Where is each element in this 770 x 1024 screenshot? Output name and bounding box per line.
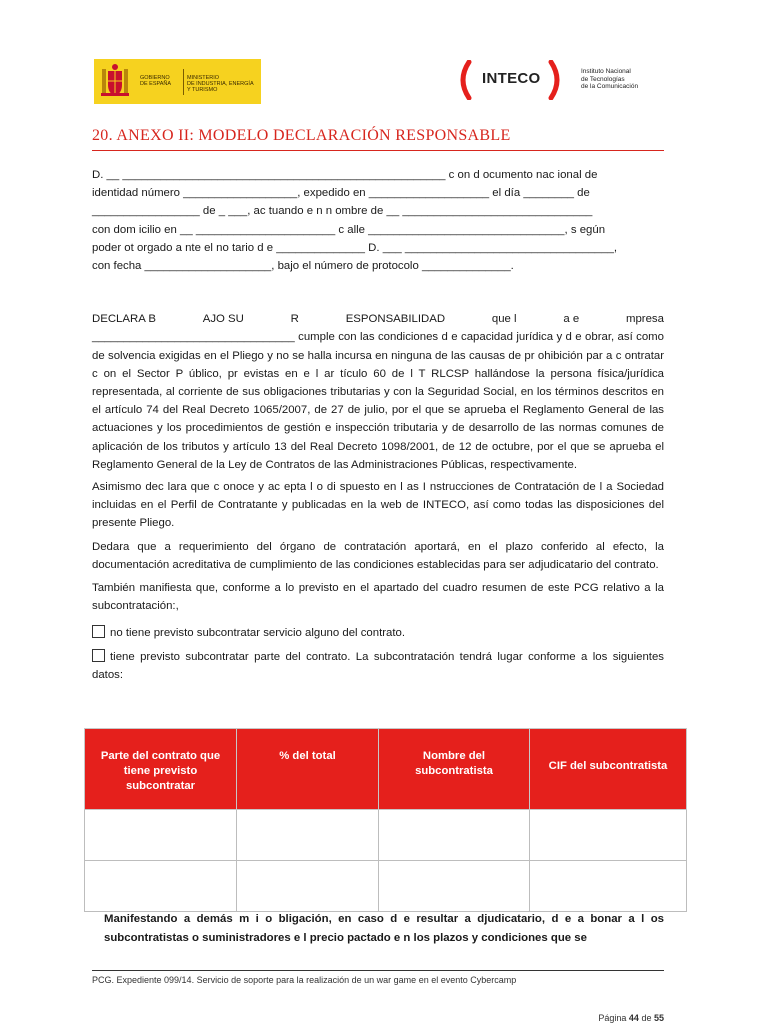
table-cell[interactable] bbox=[530, 810, 687, 861]
option-no-subcontract bbox=[92, 624, 664, 642]
option-subcontract-label: tiene previsto subcontratar parte del contrato. La subcontratación tendrá lugar conforme a los siguientes datos: bbox=[92, 650, 664, 681]
option-subcontract bbox=[92, 648, 664, 684]
option-subcontract-checkbox[interactable] bbox=[92, 649, 105, 662]
ministerio-text: MINISTERIO DE INDUSTRIA, ENERGÍA Y TURISMO bbox=[187, 75, 254, 93]
inteco-bracket-left-icon bbox=[455, 60, 477, 100]
table-cell[interactable] bbox=[237, 861, 379, 912]
gobierno-de-espana-logo bbox=[94, 59, 261, 104]
title-underline bbox=[92, 150, 664, 151]
table-cell[interactable] bbox=[85, 861, 237, 912]
inteco-logo bbox=[455, 58, 655, 102]
gobierno-text: GOBIERNO DE ESPAÑA bbox=[140, 75, 172, 87]
option-no-subcontract-checkbox[interactable] bbox=[92, 625, 105, 638]
coat-of-arms-icon bbox=[100, 63, 130, 100]
header-percent-total: % del total bbox=[237, 729, 379, 810]
header-cif-subcontratista: CIF del subcontratista bbox=[530, 729, 687, 810]
form-line-3: _________________ de _ ___, ac tuando e n n ombre de __ ______________________________ bbox=[92, 205, 593, 218]
section-title: 20. ANEXO II: MODELO DECLARACIÓN RESPONSABLE bbox=[92, 127, 511, 144]
declara-word-2: AJO SU bbox=[202, 313, 244, 326]
declara-word-4: ESPONSABILIDAD bbox=[345, 313, 446, 326]
inteco-subtitle: Instituto Nacional de Tecnologías de la Comunicación bbox=[581, 68, 639, 90]
page-header bbox=[0, 0, 770, 120]
document-body bbox=[92, 166, 664, 684]
declara-word-3: R bbox=[290, 313, 299, 326]
declara-word-1: DECLARA B bbox=[92, 313, 156, 326]
table-row bbox=[85, 810, 687, 861]
inteco-wordmark: INTECO bbox=[482, 70, 541, 87]
footer-expediente: PCG. Expediente 099/14. Servicio de soporte para la realización de un war game en el evento Cybercamp bbox=[92, 975, 517, 985]
table-cell[interactable] bbox=[379, 861, 530, 912]
logo-divider bbox=[183, 69, 184, 95]
table-cell[interactable] bbox=[85, 810, 237, 861]
dedara-paragraph: Dedara que a requerimiento del órgano de contratación aportará, en el plazo conferido al efecto, la documentación acreditativa de cumplimiento de las condiciones establecidas para ser adjudicatario del contrato. bbox=[92, 540, 664, 571]
header-nombre-subcontratista: Nombre del subcontratista bbox=[379, 729, 530, 810]
subcontract-table bbox=[84, 728, 687, 912]
declara-heading-row bbox=[92, 310, 664, 328]
inteco-bracket-right-icon bbox=[543, 60, 565, 100]
page-number bbox=[540, 1013, 664, 1023]
option-no-subcontract-label: no tiene previsto subcontratar servicio alguno del contrato. bbox=[110, 627, 406, 640]
form-line-6: con fecha ____________________, bajo el número de protocolo ______________. bbox=[92, 260, 514, 273]
table-cell[interactable] bbox=[530, 861, 687, 912]
declara-word-5: que l bbox=[491, 313, 517, 326]
declara-word-7: mpresa bbox=[625, 313, 664, 326]
table-header-row bbox=[85, 729, 687, 810]
page-total: 55 bbox=[653, 1013, 664, 1023]
form-line-2: identidad número __________________, expedido en ___________________ el día ________ de bbox=[92, 187, 590, 200]
form-line-4: con dom icilio en __ ______________________ c alle _______________________________, s egún bbox=[92, 223, 606, 236]
header-parte-del-contrato: Parte del contrato que tiene previsto subcontratar bbox=[85, 729, 237, 810]
tambien-paragraph: También manifiesta que, conforme a lo previsto en el apartado del cuadro resumen de este PCG relativo a la subcontratación:, bbox=[92, 582, 664, 613]
table-cell[interactable] bbox=[379, 810, 530, 861]
page-current: 44 bbox=[628, 1013, 639, 1023]
asimismo-paragraph: Asimismo dec lara que c onoce y ac epta l o di spuesto en l as I nstrucciones de Contratación de l a Sociedad incluidas en el Perfil de Contratante y publicadas en la web de INTECO, así como todas las disposiciones del presente Pliego. bbox=[92, 481, 664, 530]
table-row bbox=[85, 861, 687, 912]
page-label: Página bbox=[598, 1013, 627, 1023]
declara-paragraph: ________________________________ cumple con las condiciones d e capacidad jurídica y d e obrar, así como de solvencia exigidas en el Pliego y no se halla incursa en ninguna de las causas de pr ohibición par a c ontratar c on el Sector P úblico, pr evistas en e l ar tículo 60 de l T RLCSP hallándose la persona física/jurídica representada, al corriente de sus obligaciones tributarias y con la Seguridad Social, en los términos descritos en el artículo 74 del Real Decreto 1065/2007, de 27 de julio, por el que se aprueba el Reglamento General de las actuaciones y los procedimientos de gestión e inspección tributaria y de desarrollo de las normas comunes de aplicación de los tributos y artículo 13 del Real Decreto 1098/2001, de 12 de octubre, por el que se aprueba el Reglamento General de la Ley de Contratos de las Administraciones Públicas, respectivamente. bbox=[92, 331, 664, 471]
table-cell[interactable] bbox=[237, 810, 379, 861]
final-paragraph: Manifestando a demás m i o bligación, en caso d e resultar a djudicatario, d e a bonar a l os subcontratistas o suministradores e l precio pactado e n los plazos y condiciones que se bbox=[104, 913, 664, 944]
page-of: de bbox=[641, 1013, 652, 1023]
footer-rule bbox=[92, 970, 664, 971]
form-line-5: poder ot orgado a nte el no tario d e ______________ D. ___ _________________________________, bbox=[92, 241, 618, 254]
declara-word-6: a e bbox=[563, 313, 580, 326]
form-line-1: D. __ ___________________________________________________ c on d ocumento nac ional de bbox=[92, 169, 598, 181]
